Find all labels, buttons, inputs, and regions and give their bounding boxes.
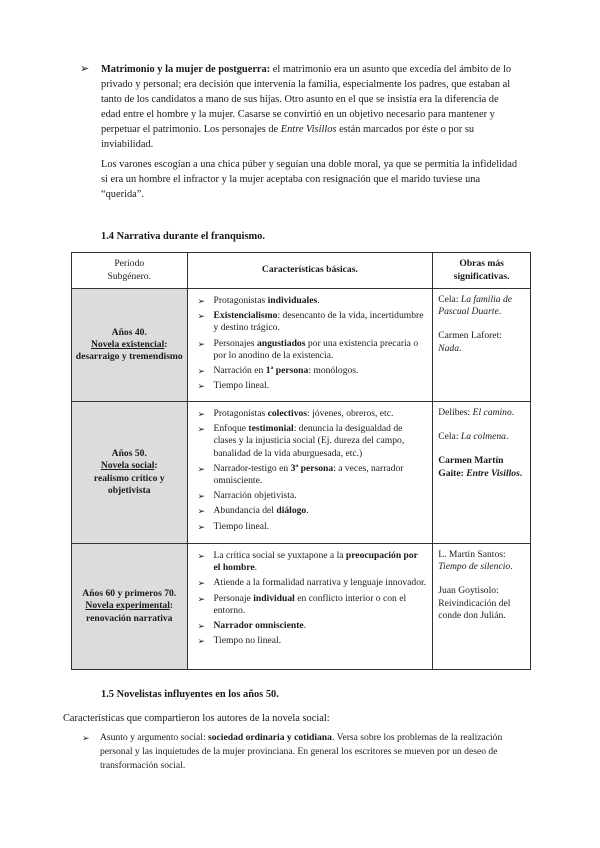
arrow-bullet-icon: ➢ bbox=[197, 578, 206, 589]
arrow-bullet-icon: ➢ bbox=[197, 491, 206, 502]
arrow-bullet-icon: ➢ bbox=[197, 366, 206, 377]
work-entry: Cela: La colmena. bbox=[438, 431, 509, 443]
list-item: ➢ Enfoque testimonial: denuncia la desigualdad de clases y la injusticia social (Ej. dureza del campo, banalidad de la vida aburguesada, etc.) bbox=[197, 423, 405, 459]
list-item: ➢ Narración en 1ª persona: monólogos. bbox=[197, 365, 359, 377]
arrow-bullet-icon: ➢ bbox=[197, 621, 206, 632]
table-row bbox=[72, 544, 531, 670]
arrow-bullet-icon: ➢ bbox=[197, 551, 206, 561]
arrow-bullet-icon: ➢ bbox=[197, 311, 206, 322]
characteristics-cell bbox=[187, 289, 433, 402]
list-item: ➢ Tiempo lineal. bbox=[197, 520, 270, 532]
period-cell: Años 60 y primeros 70. Novela experimental: renovación narrativa bbox=[72, 544, 188, 670]
list-item: ➢ Narrador omnisciente. bbox=[197, 620, 307, 632]
arrow-bullet-icon: ➢ bbox=[197, 506, 206, 517]
arrow-bullet-icon: ➢ bbox=[197, 463, 206, 474]
work-entry: Delibes: El camino. bbox=[438, 407, 515, 418]
work-entry: Juan Goytisolo: Reivindicación del conde don Julián. bbox=[438, 585, 511, 621]
arrow-bullet-icon: ➢ bbox=[197, 636, 206, 647]
list-item: ➢ Protagonistas colectivos: jóvenes, obreros, etc. bbox=[197, 408, 394, 419]
list-item: ➢ Abundancia del diálogo. bbox=[197, 505, 309, 517]
work-entry: Carmen Laforet: Nada. bbox=[438, 330, 502, 354]
works-cell bbox=[433, 544, 531, 670]
list-item: ➢ Narrador-testigo en 3ª persona: a veces, narrador omnisciente. bbox=[197, 462, 404, 487]
characteristics-cell bbox=[187, 402, 433, 544]
list-item: ➢ Narración objetivista. bbox=[197, 490, 297, 502]
arrow-bullet-icon: ➢ bbox=[197, 409, 206, 419]
works-cell bbox=[433, 402, 531, 544]
header-characteristics: Características básicas. bbox=[187, 253, 433, 289]
bullet-heading: Matrimonio y la mujer de postguerra: bbox=[101, 64, 271, 75]
period-cell: Años 50. Novela social: realismo crítico y objetivista bbox=[72, 402, 188, 544]
list-item: ➢ Tiempo lineal. bbox=[197, 380, 270, 392]
arrow-bullet-icon: ➢ bbox=[197, 296, 206, 306]
period-cell: Años 40. Novela existencial: desarraigo y tremendismo bbox=[72, 289, 188, 402]
works-cell bbox=[433, 289, 531, 402]
paragraph-morals: Los varones escogían a una chica púber y seguían una doble moral, ya que se permitía la infidelidad si era un hombre el infractor y la mujer aceptaba con resignación que el marido tuviese una “querida”. bbox=[101, 159, 518, 200]
list-item: ➢ Protagonistas individuales. bbox=[197, 295, 320, 306]
table-header-row bbox=[72, 253, 531, 289]
arrow-bullet-icon: ➢ bbox=[197, 593, 206, 604]
list-item: ➢ Tiempo no lineal. bbox=[197, 635, 282, 647]
header-works: Obras más significativas. bbox=[433, 253, 531, 289]
list-item: ➢ Atiende a la formalidad narrativa y lenguaje innovador. bbox=[197, 577, 427, 589]
bottom-bullet: ➢ Asunto y argumento social: sociedad ordinaria y cotidiana. Versa sobre los problemas de la realización personal y las inquietudes de la mujer provinciana. En general los escritores se mueven por un deseo de transformación social. bbox=[82, 732, 503, 771]
work-entry: Cela: La familia de Pascual Duarte. bbox=[438, 294, 513, 318]
section-heading-1-4: 1.4 Narrativa durante el franquismo. bbox=[101, 231, 265, 242]
work-entry: L. Martín Santos: Tiempo de silencio. bbox=[438, 549, 513, 573]
arrow-bullet-icon: ➢ bbox=[82, 733, 90, 743]
arrow-bullet-icon: ➢ bbox=[197, 424, 206, 435]
arrow-bullet-icon: ➢ bbox=[197, 338, 206, 349]
list-item: ➢ La crítica social se yuxtapone a la preocupación por el hombre. bbox=[197, 550, 418, 574]
arrow-bullet-icon: ➢ bbox=[197, 521, 206, 532]
section-intro: Características que compartieron los autores de la novela social: bbox=[63, 713, 330, 724]
work-entry: Carmen Martín Gaite: Entre Visillos. bbox=[438, 455, 523, 479]
narrative-table bbox=[71, 252, 531, 670]
list-item: ➢ Personajes angustiados por una existencia precaria o por lo anodino de la existencia. bbox=[197, 337, 419, 361]
table-row bbox=[72, 402, 531, 544]
header-period: Período Subgénero. bbox=[72, 253, 188, 289]
characteristics-cell bbox=[187, 544, 433, 670]
list-item: ➢ Personaje individual en conflicto interior o con el entorno. bbox=[197, 592, 407, 616]
arrow-bullet-icon: ➢ bbox=[80, 63, 90, 75]
intro-bullet: ➢ Matrimonio y la mujer de postguerra: el matrimonio era un asunto que excedía del ámbito de lo privado y personal; era decisión que intervenía la familia, especialmente los padres, que estaban al tanto de los candidatos a mano de sus hijas. Otro asunto en el que se insistía era la diferencia de edad entre el hombre y la mujer. Casarse se convirtió en un objetivo necesario para mantener y perpetuar el patrimonio. Los personajes de Entre Visillos están marcados por éste o por su inviabilidad. bbox=[80, 63, 512, 150]
list-item: ➢ Existencialismo: desencanto de la vida, incertidumbre y destino trágico. bbox=[197, 310, 424, 334]
arrow-bullet-icon: ➢ bbox=[197, 381, 206, 392]
table-row bbox=[72, 289, 531, 402]
section-heading-1-5: 1.5 Novelistas influyentes en los años 50. bbox=[101, 689, 279, 700]
